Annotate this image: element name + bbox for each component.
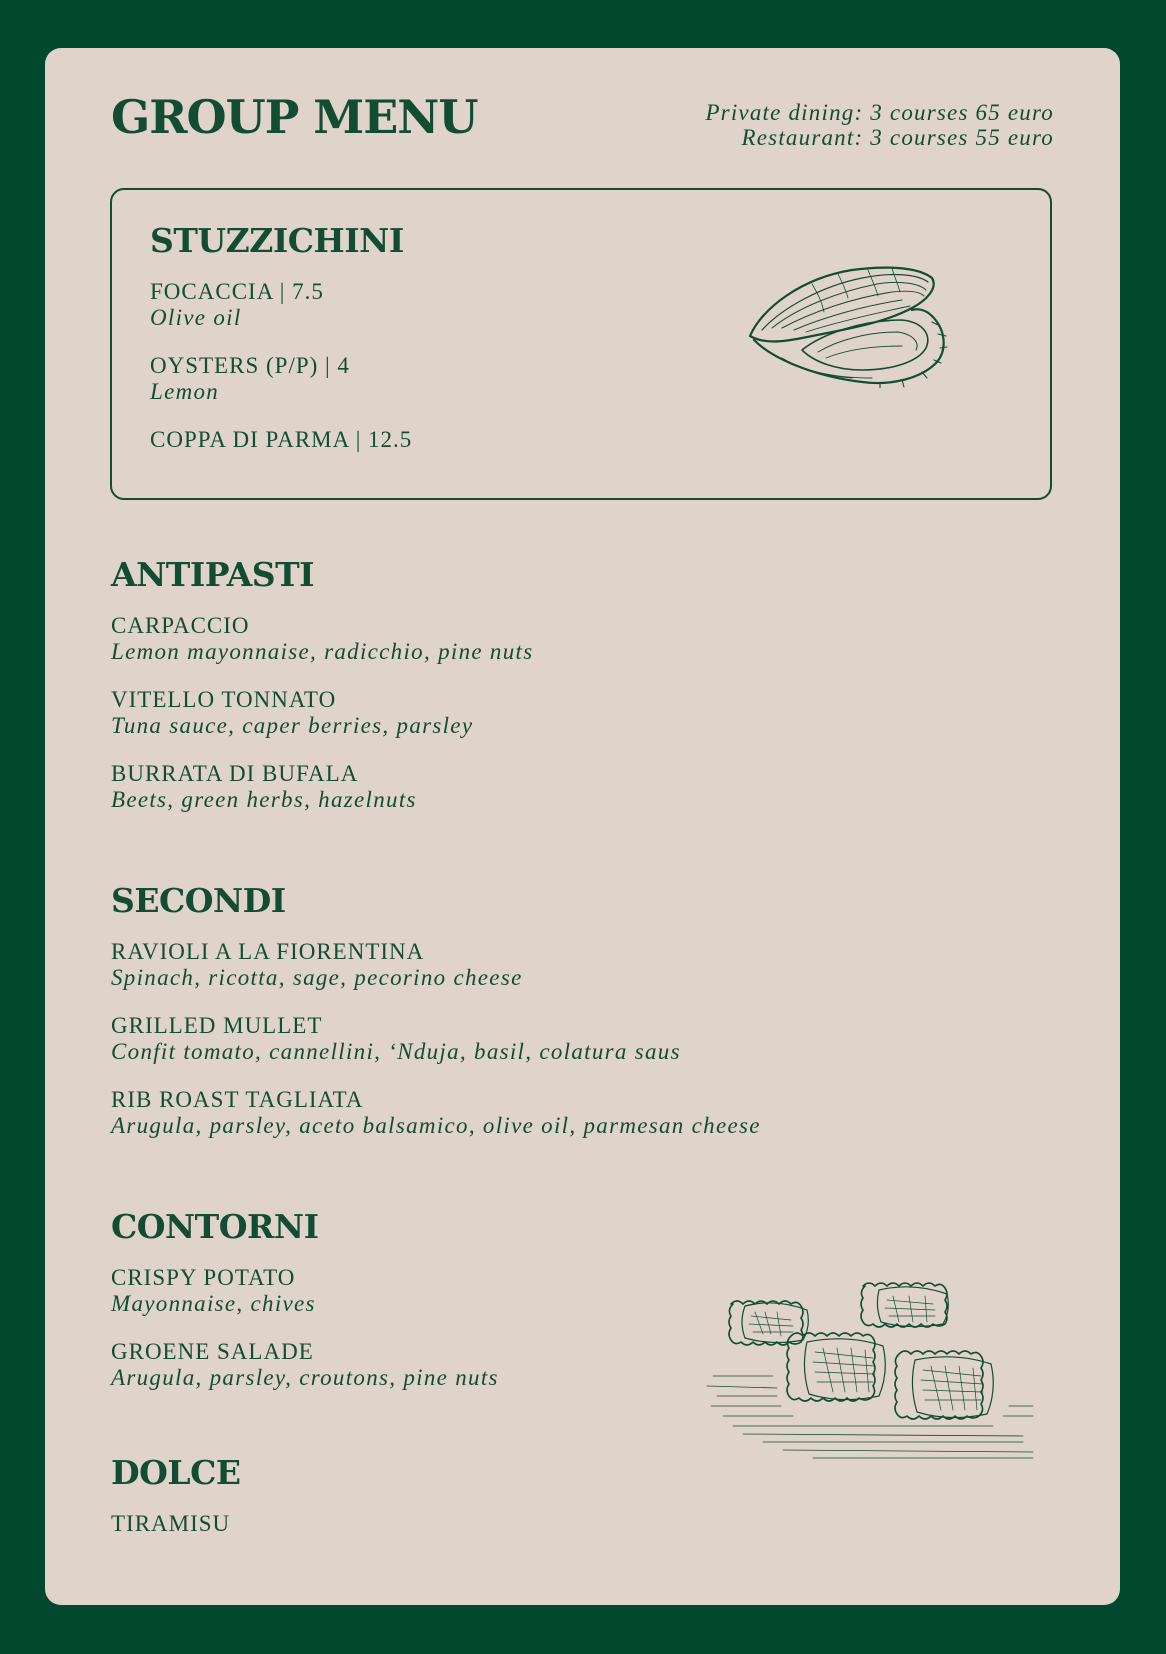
- item-name: GROENE SALADE: [111, 1339, 314, 1364]
- item-name: RIB ROAST TAGLIATA: [111, 1087, 364, 1112]
- menu-item: [150, 279, 412, 331]
- antipasti-items: [111, 613, 533, 813]
- stuzzichini-items: [150, 279, 412, 453]
- item-name: CRISPY POTATO: [111, 1265, 296, 1290]
- item-description: Mayonnaise, chives: [111, 1291, 316, 1316]
- item-description: Spinach, ricotta, sage, pecorino cheese: [111, 965, 523, 990]
- item-name: GRILLED MULLET: [111, 1013, 323, 1038]
- section-title-secondi: SECONDI: [111, 881, 286, 920]
- menu-item: [111, 1087, 761, 1139]
- menu-title: GROUP MENU: [111, 90, 478, 144]
- contorni-items: [111, 1265, 499, 1391]
- pricing-private-dining: Private dining: 3 courses 65 euro: [705, 100, 1054, 125]
- menu-item: [111, 613, 533, 665]
- item-name: RAVIOLI A LA FIORENTINA: [111, 939, 425, 964]
- menu-card: [45, 48, 1120, 1605]
- item-description: Lemon: [150, 379, 220, 404]
- dolce-section: [111, 1453, 241, 1537]
- ravioli-illustration: [703, 1276, 1043, 1466]
- section-title-stuzzichini: STUZZICHINI: [150, 221, 404, 260]
- menu-item: [111, 939, 761, 991]
- item-name: OYSTERS (P/P) | 4: [150, 353, 350, 378]
- item-description: Confit tomato, cannellini, ‘Nduja, basil, colatura saus: [111, 1039, 681, 1064]
- stuzzichini-section: [150, 221, 413, 453]
- item-name: FOCACCIA | 7.5: [150, 279, 324, 304]
- item-description: Arugula, parsley, aceto balsamico, olive oil, parmesan cheese: [111, 1113, 761, 1138]
- menu-item: [111, 1511, 240, 1537]
- section-title-contorni: CONTORNI: [111, 1207, 319, 1246]
- pricing-restaurant: Restaurant: 3 courses 55 euro: [741, 125, 1054, 150]
- item-description: Beets, green herbs, hazelnuts: [111, 787, 417, 812]
- secondi-items: [111, 939, 761, 1139]
- item-name: TIRAMISU: [111, 1511, 231, 1536]
- section-title-antipasti: ANTIPASTI: [111, 555, 315, 594]
- menu-item: [111, 1265, 499, 1317]
- pricing-info: [705, 100, 1054, 150]
- antipasti-section: [111, 555, 534, 813]
- oyster-illustration: [742, 258, 952, 388]
- item-description: Arugula, parsley, croutons, pine nuts: [111, 1365, 499, 1390]
- secondi-section: [111, 881, 761, 1139]
- menu-item: [111, 687, 533, 739]
- menu-item: [111, 1339, 499, 1391]
- item-description: Olive oil: [150, 305, 242, 330]
- item-name: BURRATA DI BUFALA: [111, 761, 359, 786]
- menu-item: [111, 1013, 761, 1065]
- dolce-items: [111, 1511, 240, 1537]
- item-description: Tuna sauce, caper berries, parsley: [111, 713, 474, 738]
- stuzzichini-box: [110, 188, 1052, 500]
- menu-item: [150, 353, 412, 405]
- menu-item: [150, 427, 412, 453]
- contorni-section: [111, 1207, 499, 1391]
- section-title-dolce: DOLCE: [111, 1453, 241, 1492]
- item-name: COPPA DI PARMA | 12.5: [150, 427, 413, 452]
- item-description: Lemon mayonnaise, radicchio, pine nuts: [111, 639, 534, 664]
- item-name: VITELLO TONNATO: [111, 687, 337, 712]
- menu-item: [111, 761, 533, 813]
- item-name: CARPACCIO: [111, 613, 250, 638]
